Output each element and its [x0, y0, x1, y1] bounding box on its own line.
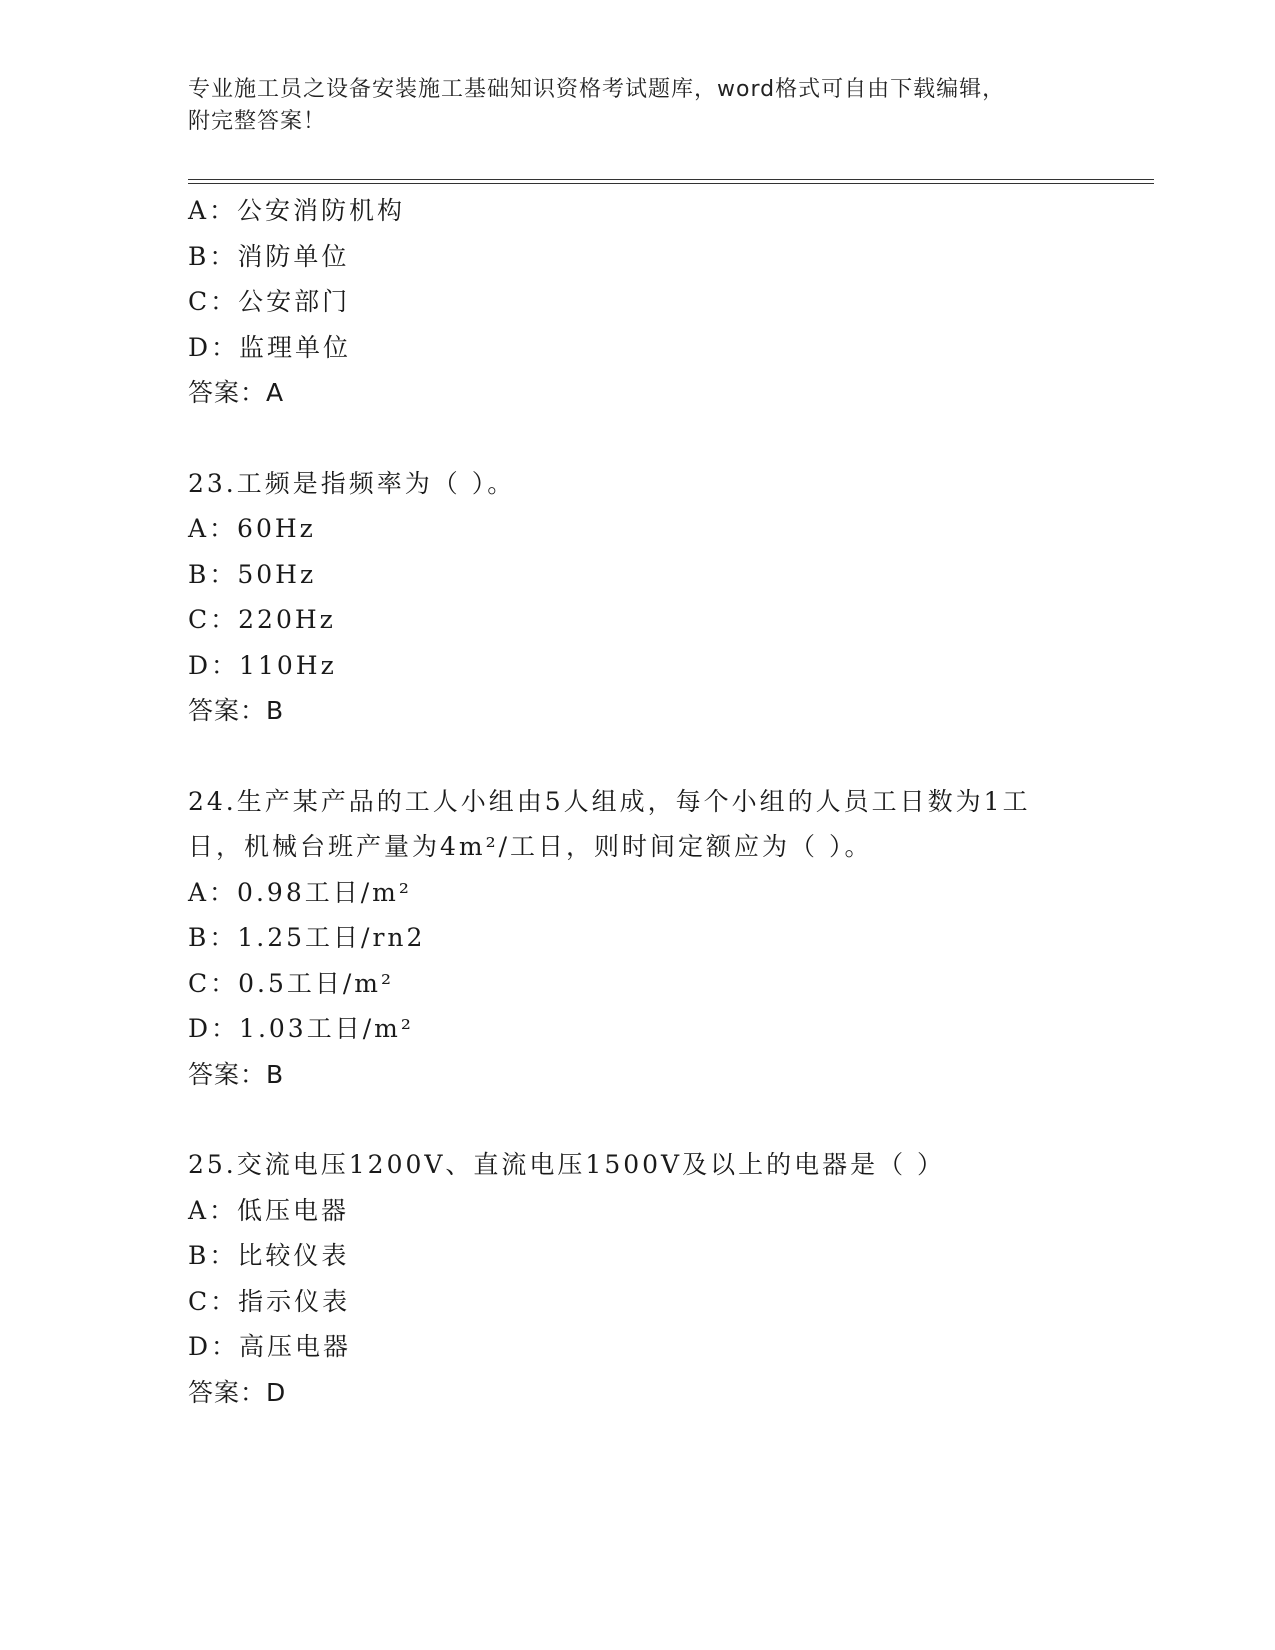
- answer-line: 答案：B: [188, 696, 285, 725]
- option-b: B：比较仪表: [188, 1241, 350, 1270]
- option-b: B：1.25工日/rn2: [188, 923, 426, 952]
- question-24: [188, 779, 1138, 1098]
- option-a: A：公安消防机构: [188, 196, 406, 225]
- option-d: D：1.03工日/m²: [188, 1014, 414, 1043]
- answer-line: 答案：D: [188, 1377, 287, 1407]
- option-d: D：监理单位: [188, 332, 352, 362]
- header-divider-bottom: [188, 183, 1154, 184]
- question-23: [188, 461, 1138, 734]
- header-line-2: 附完整答案！: [188, 109, 327, 134]
- question-list: [188, 188, 1138, 1415]
- option-d: D：110Hz: [188, 650, 337, 680]
- question-22: [188, 188, 1138, 416]
- header-divider-top: [188, 179, 1154, 180]
- option-a: A：低压电器: [188, 1195, 350, 1225]
- option-d: D：高压电器: [188, 1332, 352, 1361]
- option-c: C：220Hz: [188, 605, 336, 634]
- document-header: [188, 74, 1088, 138]
- answer-line: 答案：A: [188, 378, 285, 407]
- spacer: [188, 416, 1138, 461]
- option-a: A：60Hz: [188, 514, 316, 543]
- option-b: B：50Hz: [188, 559, 317, 589]
- question-text-line-2: 日，机械台班产量为4m²/工日，则时间定额应为（ ）。: [188, 832, 873, 861]
- question-text: 25.交流电压1200V、直流电压1500V及以上的电器是（ ）: [188, 1150, 946, 1179]
- header-line-1: 专业施工员之设备安装施工基础知识资格考试题库，word格式可自由下载编辑，: [188, 77, 1006, 102]
- option-c: C：公安部门: [188, 287, 351, 316]
- option-a: A：0.98工日/m²: [188, 877, 412, 907]
- option-c: C：指示仪表: [188, 1286, 351, 1316]
- answer-line: 答案：B: [188, 1059, 285, 1089]
- question-text: 23.工频是指频率为（ ）。: [188, 468, 516, 498]
- question-25: [188, 1142, 1138, 1415]
- question-text-line-1: 24.生产某产品的工人小组由5人组成，每个小组的人员工日数为1工: [188, 786, 1031, 816]
- spacer: [188, 734, 1138, 779]
- option-b: B：消防单位: [188, 241, 350, 271]
- spacer: [188, 1097, 1138, 1142]
- option-c: C：0.5工日/m²: [188, 968, 395, 998]
